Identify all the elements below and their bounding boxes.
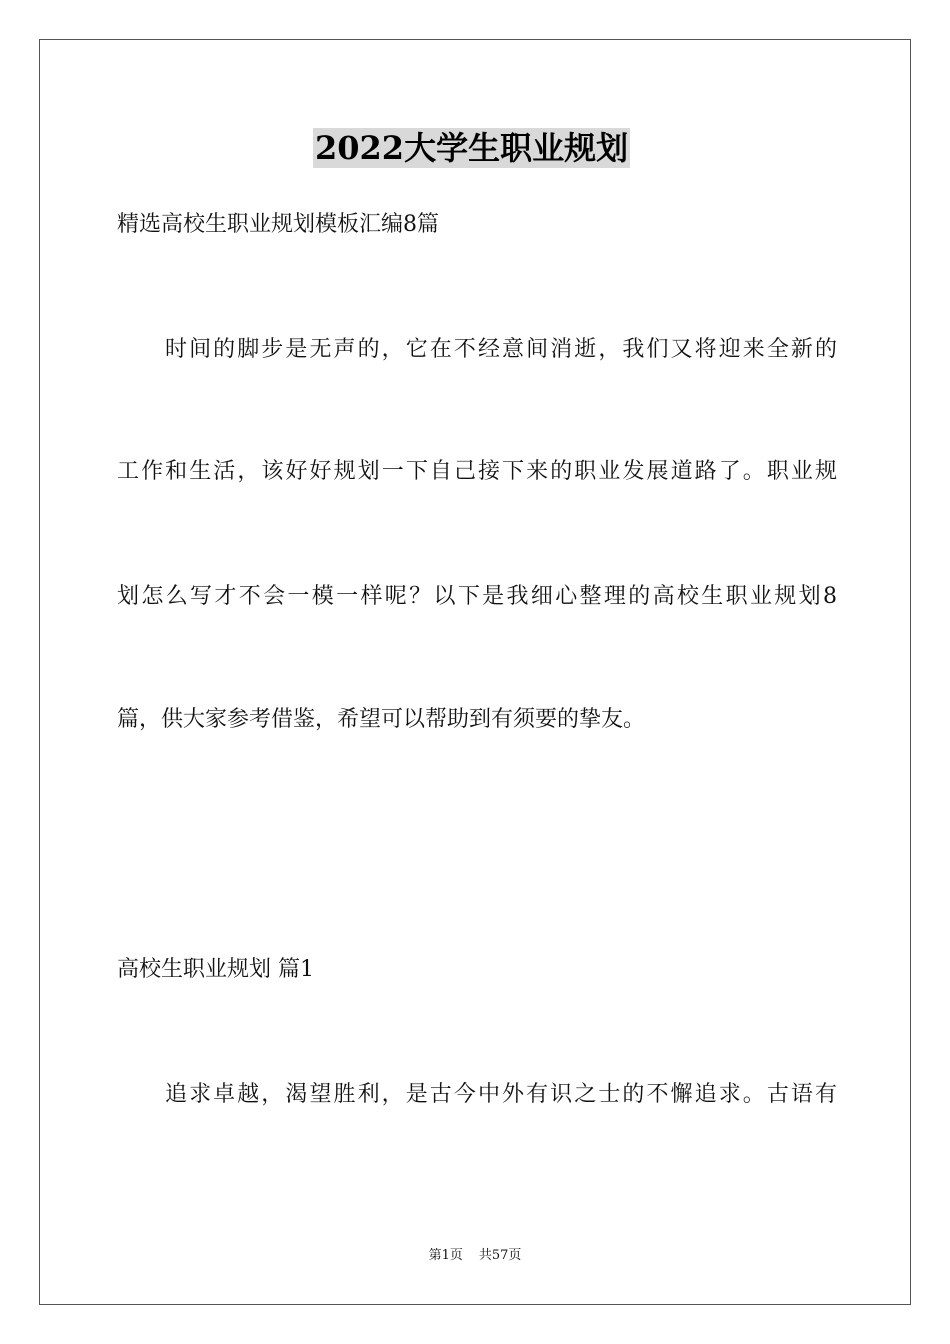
document-title: 2022大学生职业规划 xyxy=(315,129,629,167)
intro-paragraph-line: 工作和生活，该好好规划一下自己接下来的职业发展道路了。职业规 xyxy=(117,459,837,484)
section-heading: 高校生职业规划 篇1 xyxy=(117,957,314,982)
page-footer xyxy=(0,1247,950,1265)
page-number-total: 共57页 xyxy=(478,1248,522,1263)
page-number-current: 第1页 xyxy=(428,1248,463,1263)
section-paragraph-line: 追求卓越，渴望胜利，是古今中外有识之士的不懈追求。古语有 xyxy=(165,1082,837,1107)
intro-paragraph-line: 篇，供大家参考借鉴，希望可以帮助到有须要的挚友。 xyxy=(117,707,646,732)
intro-paragraph-line: 划怎么写才不会一模一样呢？以下是我细心整理的高校生职业规划8 xyxy=(117,584,837,609)
document-subtitle: 精选高校生职业规划模板汇编8篇 xyxy=(117,212,439,237)
intro-paragraph-line: 时间的脚步是无声的，它在不经意间消逝，我们又将迎来全新的 xyxy=(165,337,837,362)
